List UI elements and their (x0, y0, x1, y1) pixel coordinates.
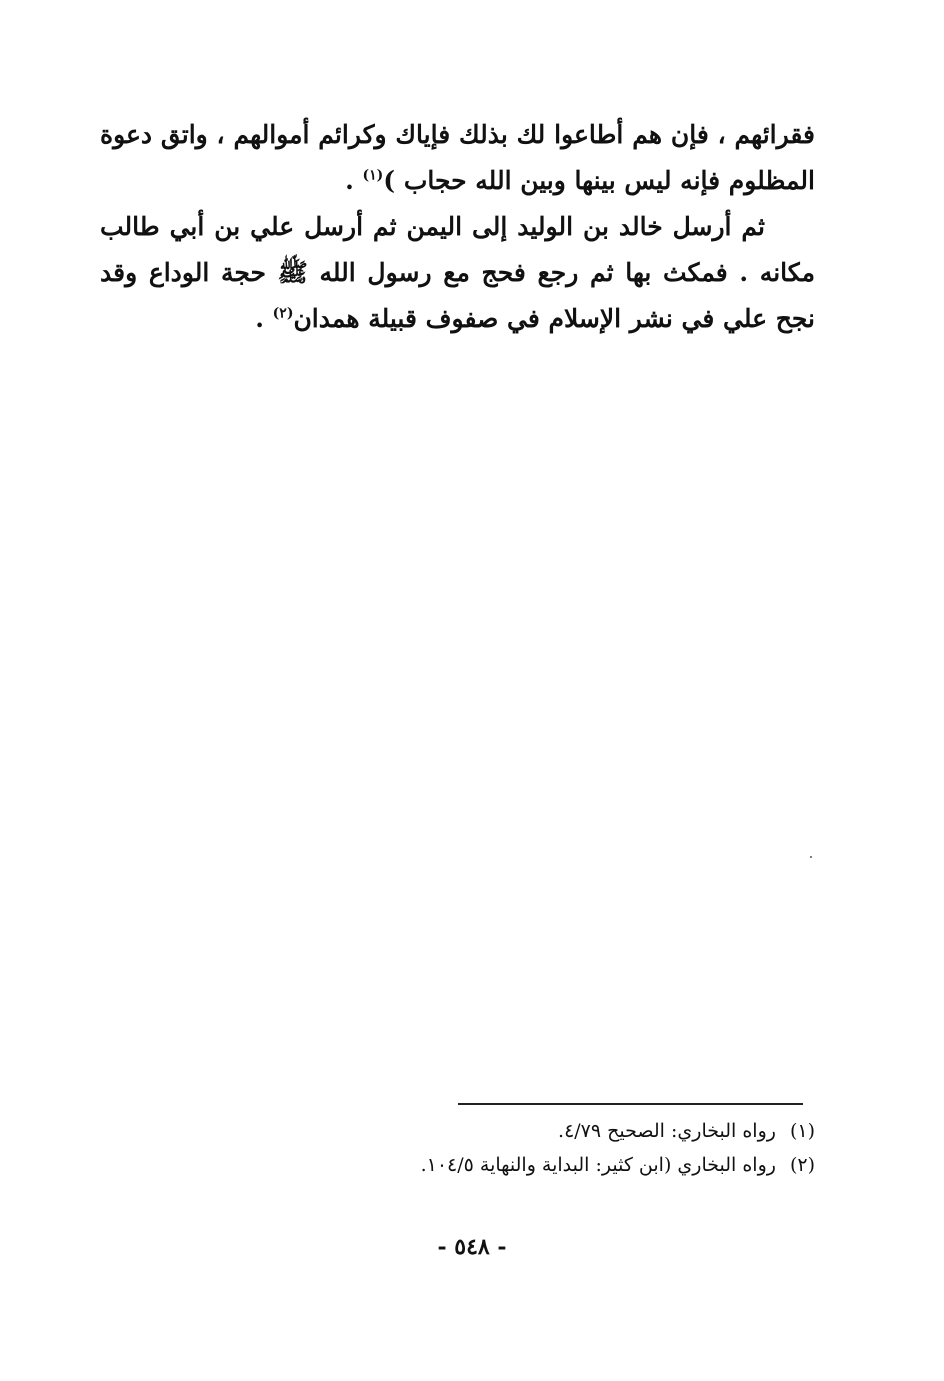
footnote-separator (458, 1103, 803, 1105)
footnote-ref-1: (١) (362, 167, 384, 184)
paragraph-2-text: ثم أرسل خالد بن الوليد إلى اليمن ثم أرسل علي بن أبي طالب مكانه . فمكث بها ثم رجع فحج مع رسول الله ﷺ حجة الوداع وقد نجح علي في نشر الإسلام في صفوف قبيلة همدان (100, 212, 815, 333)
footnote-2-text: رواه البخاري (ابن كثير: البداية والنهاية ١٠٤/٥. (420, 1154, 776, 1176)
footnote-1-text: رواه البخاري: الصحيح ٤/٧٩. (558, 1120, 776, 1142)
paragraph-1-text: فقرائهم ، فإن هم أطاعوا لك بذلك فإياك وكرائم أموالهم ، واتق دعوة المظلوم فإنه ليس بينها وبين الله حجاب ) (100, 120, 815, 195)
paragraph-2 (100, 204, 815, 342)
paragraph-1-tail: . (345, 166, 363, 195)
footnotes (360, 1114, 815, 1182)
footnote-1 (360, 1114, 815, 1148)
footnote-2 (360, 1148, 815, 1182)
paragraph-1 (100, 112, 815, 204)
main-text (100, 112, 815, 342)
page-number: - ٥٤٨ - (437, 1234, 507, 1260)
scan-speck (810, 856, 812, 858)
footnote-2-number: (٢) (789, 1154, 815, 1176)
paragraph-2-tail: . (255, 304, 273, 333)
footnote-ref-2: (٢) (272, 305, 294, 322)
footnote-1-number: (١) (789, 1120, 815, 1142)
